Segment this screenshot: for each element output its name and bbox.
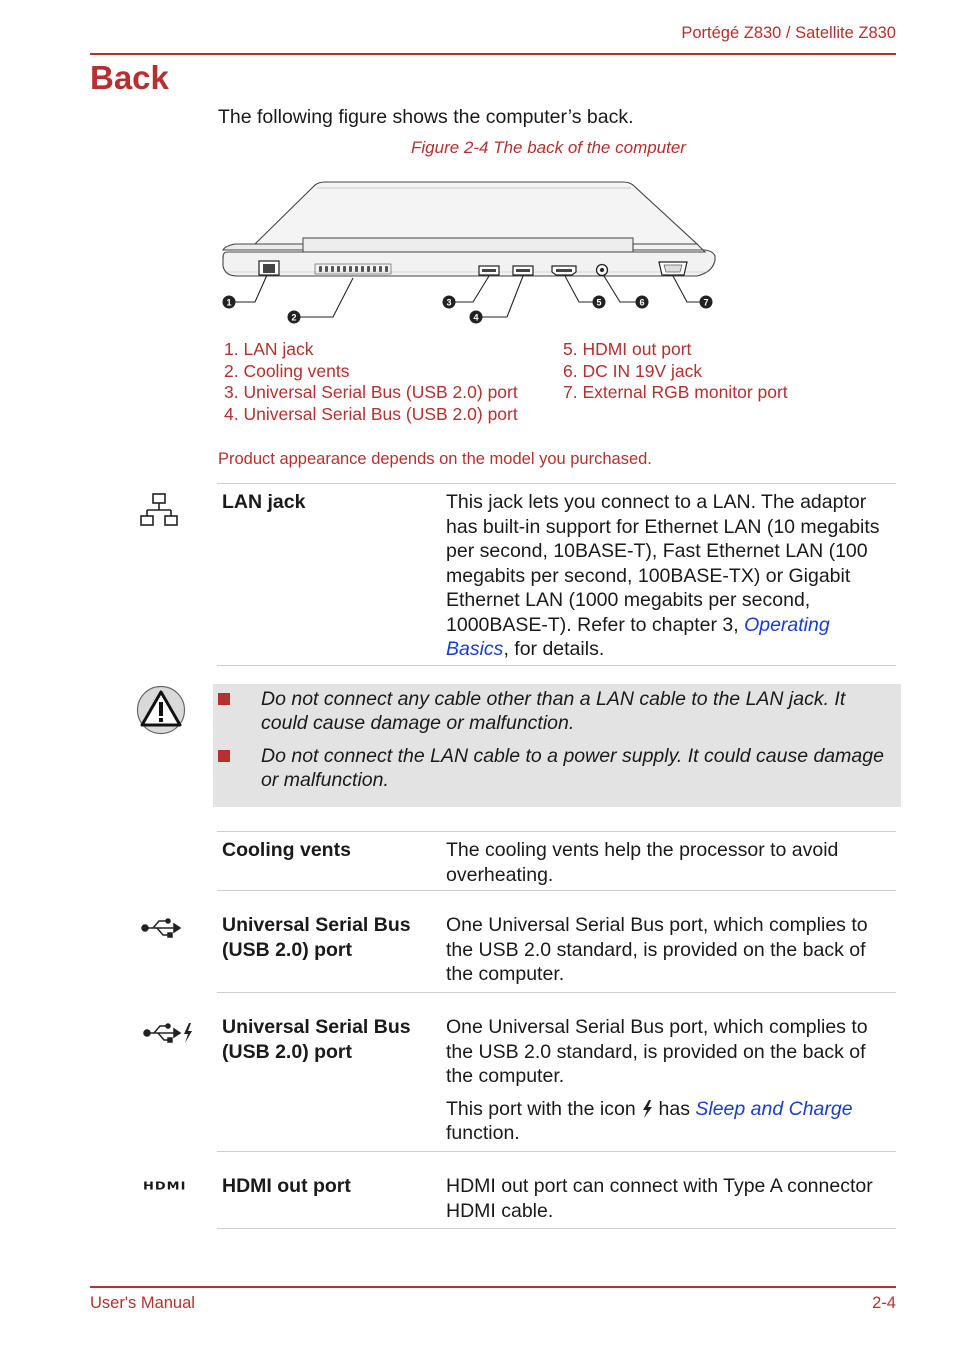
sleep-charge-note: This port with the icon has Sleep and Charge function. [446,1097,853,1144]
hdmi-icon: HDMI [143,1180,187,1193]
legend-item: 4. Universal Serial Bus (USB 2.0) port [224,404,518,425]
table-row-cooling-vents [217,831,896,891]
bullet-square [218,693,230,705]
callout-7: 7 [703,297,709,308]
callout-5: 5 [596,297,602,308]
sleep-and-charge-link[interactable]: Sleep and Charge [695,1097,853,1120]
warning-icon [136,685,186,735]
table-divider [217,665,896,666]
callout-3: 3 [446,297,452,308]
desc-usb-port: One Universal Serial Bus port, which complies to the USB 2.0 standard, is provided on the back of the computer. [446,914,868,985]
footer-divider [90,1286,896,1288]
desc-hdmi: HDMI out port can connect with Type A connector HDMI cable. [446,1175,873,1222]
legend-item: 7. External RGB monitor port [563,382,788,403]
desc-cooling-vents: The cooling vents help the processor to avoid overheating. [446,839,839,886]
appearance-note: Product appearance depends on the model you purchased. [218,450,652,468]
term-lan-jack: LAN jack [222,491,306,513]
figure-legend-left [224,339,518,426]
desc-usb-sleep-charge [446,1015,896,1146]
section-title: Back [90,59,169,96]
running-header: Portégé Z830 / Satellite Z830 [681,24,896,42]
warning-item: Do not connect the LAN cable to a power supply. It could cause damage or malfunction. [261,745,884,791]
usb-description: One Universal Serial Bus port, which complies to the USB 2.0 standard, is provided on the back of the computer. [446,1016,868,1087]
legend-item: 5. HDMI out port [563,339,692,359]
table-row-lan-jack [217,483,896,666]
operating-basics-link[interactable]: Operating Basics [446,613,830,660]
desc-lan-jack: This jack lets you connect to a LAN. The adaptor has built-in support for Ethernet LAN (10 megabits per second, 10BASE-T), Fast Ethernet LAN (100 megabits per second, 100BASE-TX) or Gigabit Ethernet LAN (1000 megabits per second, 1000BASE-T). Refer to chapter 3, Operating Basics, for details. [446,491,880,660]
footer-manual-title: User's Manual [90,1294,195,1312]
legend-item: 3. Universal Serial Bus (USB 2.0) port [224,382,518,403]
laptop-back-figure [215,172,720,330]
table-row-hdmi [217,1151,896,1229]
intro-text: The following figure shows the computer’s back. [218,106,634,128]
header-divider [90,53,896,55]
bullet-square [218,750,230,762]
table-divider [217,1228,896,1229]
callout-2: 2 [291,312,297,323]
callout-1: 1 [226,297,232,308]
term-cooling-vents: Cooling vents [222,839,351,861]
lightning-icon [641,1100,653,1118]
term-hdmi: HDMI out port [222,1175,351,1197]
legend-item: 6. DC IN 19V jack [563,360,703,381]
figure-legend-right [563,339,788,404]
table-row-usb-port [217,890,896,993]
callout-6: 6 [639,297,645,308]
callout-4: 4 [473,312,479,323]
term-usb-port: Universal Serial Bus (USB 2.0) port [222,914,411,961]
lan-icon [140,492,178,528]
table-row-usb-sleep-charge [217,992,896,1152]
legend-item: 2. Cooling vents [224,360,350,381]
warning-item: Do not connect any cable other than a LAN cable to the LAN jack. It could cause damage or malfunction. [261,688,846,734]
page-number: 2-4 [872,1294,896,1312]
usb-sleep-charge-icon [143,1022,195,1044]
term-usb-sleep-charge: Universal Serial Bus (USB 2.0) port [222,1016,411,1063]
usb-icon [141,917,181,939]
figure-caption: Figure 2-4 The back of the computer [411,138,686,157]
legend-item: 1. LAN jack [224,339,314,359]
warning-box [213,684,901,807]
